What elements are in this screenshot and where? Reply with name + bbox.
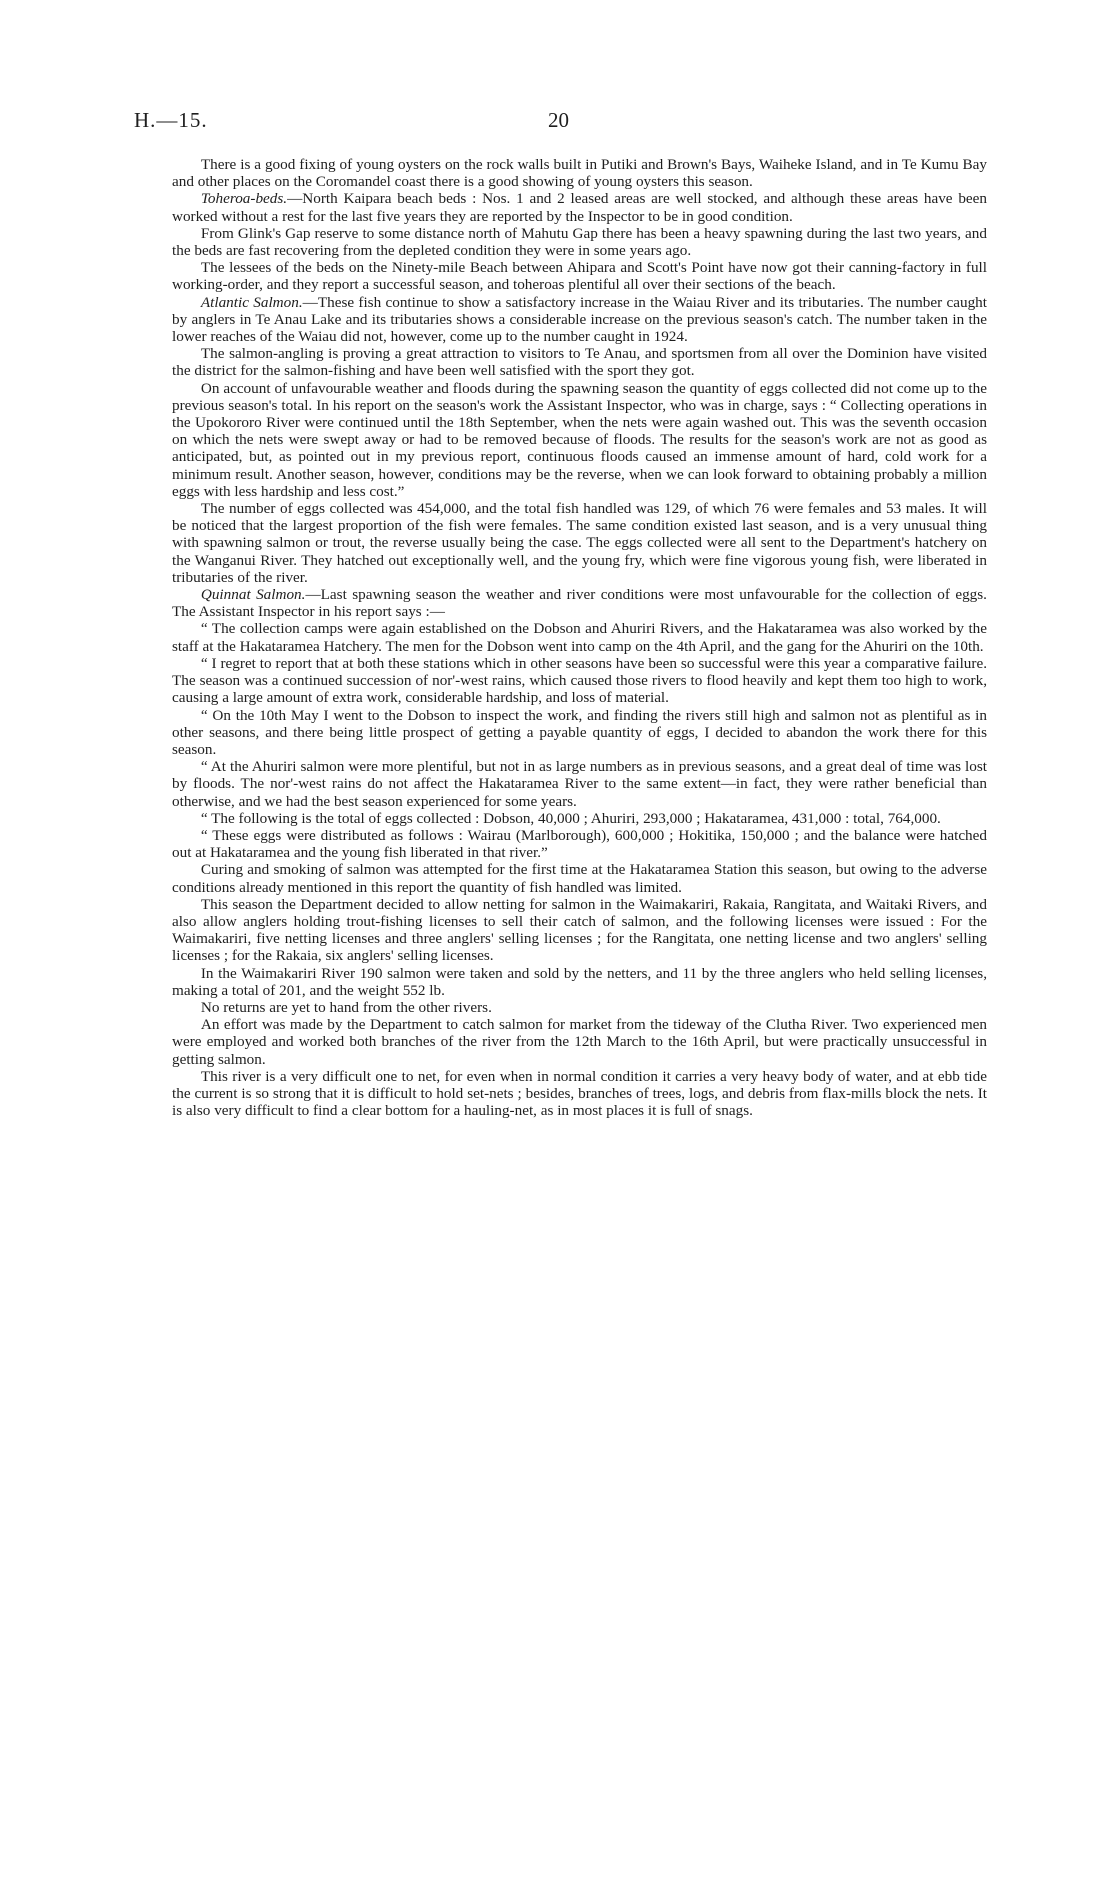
paragraph xyxy=(172,500,987,586)
paragraph-text: This river is a very difficult one to net, for even when in normal condition it carries a very heavy body of water, and at ebb tide the current is so strong that it is difficult to hold set-nets ; besides, branches of trees, logs, and debris from flax-mills block the nets. It is also very difficult to find a clear bottom for a hauling-net, as in most places it is full of snags. xyxy=(172,1067,987,1120)
body-text xyxy=(172,156,987,1119)
paragraph-text: From Glink's Gap reserve to some distance north of Mahutu Gap there has been a heavy spawning during the last two years, and the beds are fast recovering from the depleted condition they were in some years ago. xyxy=(172,224,987,260)
paragraph xyxy=(172,758,987,810)
paragraph xyxy=(172,965,987,999)
paragraph xyxy=(172,861,987,895)
paragraph-text: “ These eggs were distributed as follows : Wairau (Marlborough), 600,000 ; Hokitika, 150,000 ; and the balance were hatched out at Hakataramea and the young fish liberated in that river.” xyxy=(172,826,987,862)
paragraph xyxy=(172,896,987,965)
paragraph-text: “ At the Ahuriri salmon were more plentiful, but not in as large numbers as in previous seasons, and a great deal of time was lost by floods. The nor'-west rains do not affect the Hakataramea River to the same extent—in fact, they were rather beneficial than otherwise, and we had the best season experienced for some years. xyxy=(172,758,987,810)
paragraph xyxy=(172,810,987,827)
paragraph-text: —North Kaipara beach beds : Nos. 1 and 2 leased areas are well stocked, and although these areas have been worked without a rest for the last five years they are reported by the Inspector to be in good condition. xyxy=(172,190,987,225)
page-number: 20 xyxy=(548,108,569,132)
paragraph-text: The number of eggs collected was 454,000, and the total fish handled was 129, of which 76 were females and 53 males. It will be noticed that the largest proportion of the fish were females. The same condition existed last season, and is a very unusual thing with spawning salmon or trout, the reverse usually being the case. The eggs collected were all sent to the Department's hatchery on the Wanganui River. They hatched out exceptionally well, and the young fry, which were fine vigorous young fish, were liberated in tributaries of the river. xyxy=(172,500,987,586)
paragraph-text: The salmon-angling is proving a great attraction to visitors to Te Anau, and sportsmen from all over the Dominion have visited the district for the salmon-fishing and have been well satisfied with the sport they got. xyxy=(172,345,987,380)
paragraph-text: No returns are yet to hand from the other rivers. xyxy=(200,998,492,1016)
paragraph-text: “ On the 10th May I went to the Dobson to inspect the work, and finding the rivers still high and salmon not as plentiful as in other seasons, and there being little prospect of getting a payable quantity of eggs, I decided to abandon the work there for this season. xyxy=(172,706,987,758)
section-heading: Quinnat Salmon. xyxy=(200,586,306,604)
paragraph xyxy=(172,345,987,379)
paragraph-text: This season the Department decided to allow netting for salmon in the Waimakariri, Rakaia, Rangitata, and Waitaki Rivers, and also allow anglers holding trout-fishing licenses to sell their catch of salmon, and the following licenses were issued : For the Waimakariri, five netting licenses and three anglers' selling licenses ; for the Rangitata, one netting license and two anglers' selling licenses ; for the Rakaia, six anglers' selling licenses. xyxy=(172,895,987,965)
paragraph xyxy=(172,259,987,293)
section-heading: Atlantic Salmon. xyxy=(200,293,303,311)
paragraph-text: In the Waimakariri River 190 salmon were taken and sold by the netters, and 11 by the three anglers who held selling licenses, making a total of 201, and the weight 552 lb. xyxy=(172,964,987,999)
paragraph xyxy=(172,707,987,759)
page-header xyxy=(0,108,1114,138)
paragraph-text: There is a good fixing of young oysters on the rock walls built in Putiki and Brown's Bays, Waiheke Island, and in Te Kumu Bay and other places on the Coromandel coast there is a good showing of young oysters this season. xyxy=(172,156,987,191)
paragraph-text: On account of unfavourable weather and floods during the spawning season the quantity of eggs collected did not come up to the previous season's total. In his report on the season's work the Assistant Inspector, who was in charge, says : “ Collecting operations in the Upokororo River were continued until the 18th September, when the nets were again washed out. This was the seventh occasion on which the nets were swept away or had to be removed because of floods. The results for the season's work are not as good as anticipated, but, as pointed out in my previous report, continuous floods caused an immense amount of hard, cold work for a minimum result. Another season, however, conditions may be the reverse, when we can look forward to obtaining probably a million eggs with less hardship and less cost.” xyxy=(172,379,987,500)
paragraph-text: “ The following is the total of eggs collected : Dobson, 40,000 ; Ahuriri, 293,000 ; Hakataramea, 431,000 : total, 764,000. xyxy=(200,809,941,827)
paragraph-text: —These fish continue to show a satisfactory increase in the Waiau River and its tributaries. The number caught by anglers in Te Anau Lake and its tributaries shows a considerable increase on the previous season's catch. The number taken in the lower reaches of the Waiau did not, however, come up to the number caught in 1924. xyxy=(172,293,987,346)
paragraph xyxy=(172,586,987,620)
paragraph-text: Curing and smoking of salmon was attempted for the first time at the Hakataramea Station this season, but owing to the adverse conditions already mentioned in this report the quantity of fish handled was limited. xyxy=(172,861,987,896)
paragraph-text: “ The collection camps were again established on the Dobson and Ahuriri Rivers, and the Hakataramea was also worked by the staff at the Hakataramea Hatchery. The men for the Dobson went into camp on the 4th April, and the gang for the Ahuriri on the 10th. xyxy=(172,620,987,655)
document-reference: H.—15. xyxy=(134,108,208,132)
paragraph xyxy=(172,190,987,224)
paragraph xyxy=(172,294,987,346)
paragraph-text: —Last spawning season the weather and river conditions were most unfavourable for the collection of eggs. The Assistant Inspector in his report says :— xyxy=(172,586,987,621)
paragraph xyxy=(172,380,987,500)
paragraph xyxy=(172,827,987,861)
section-heading: Toheroa-beds. xyxy=(200,190,288,208)
paragraph xyxy=(172,999,987,1016)
paragraph xyxy=(172,225,987,259)
paragraph xyxy=(172,1016,987,1068)
paragraph-text: An effort was made by the Department to catch salmon for market from the tideway of the Clutha River. Two experienced men were employed and worked both branches of the river from the 12th March to the 16th April, but were practically unsuccessful in getting salmon. xyxy=(172,1016,987,1068)
paragraph xyxy=(172,156,987,190)
paragraph-text: The lessees of the beds on the Ninety-mile Beach between Ahipara and Scott's Point have now got their canning-factory in full working-order, and they report a successful season, and toheroas plentiful all over their sections of the beach. xyxy=(172,259,987,294)
paragraph xyxy=(172,655,987,707)
paragraph xyxy=(172,1068,987,1120)
paragraph-text: “ I regret to report that at both these stations which in other seasons have been so successful were this year a comparative failure. The season was a continued succession of nor'-west rains, which caused those rivers to flood heavily and kept them too high to work, causing a large amount of extra work, considerable hardship, and loss of material. xyxy=(172,654,987,707)
paragraph xyxy=(172,620,987,654)
